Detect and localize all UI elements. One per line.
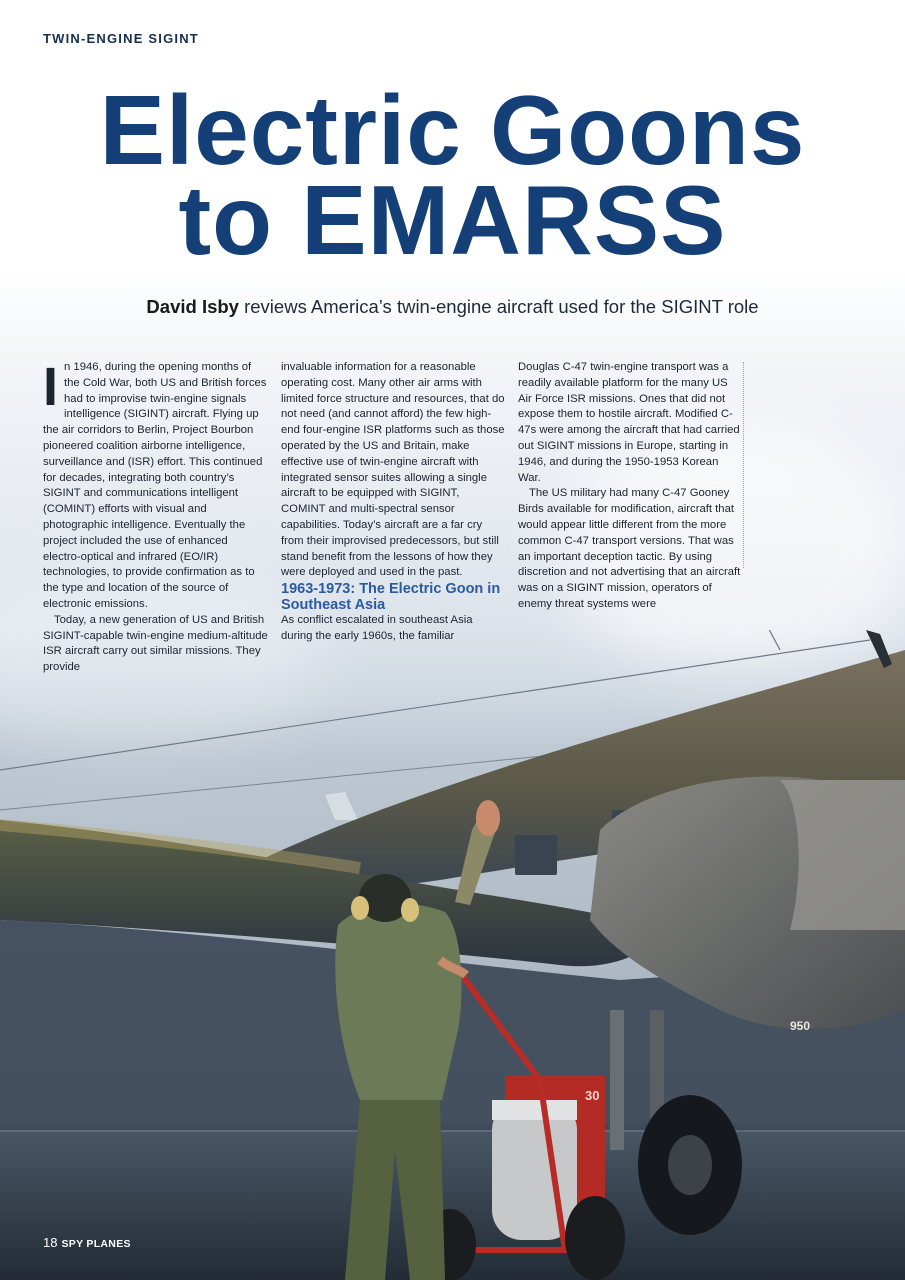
body-column-1 [43, 357, 268, 676]
drop-cap: I [43, 357, 59, 417]
page-number: 18 [43, 1235, 58, 1250]
headline-line-1: Electric Goons [99, 75, 806, 185]
col1-paragraph-2: Today, a new generation of US and British SIGINT-capable twin-engine medium-altitude ISR aircraft carry out similar missions. They provide [43, 613, 268, 674]
col3-paragraph-1: Douglas C-47 twin-engine transport was a readily available platform for the many US Air Force ISR missions. Ones that did not expose them to hostile aircraft. Modified C-47s were among the aircraft that had carried out SIGINT missions in Europe, starting in 1946, and during the 1950-1953 Korean War. [518, 361, 740, 484]
body-column-2 [281, 360, 506, 645]
standfirst [0, 296, 905, 318]
folio [43, 1235, 131, 1250]
col1-paragraph-1: n 1946, during the opening months of the Cold War, both US and British forces had to improvise twin-engine signals intelligence (SIGINT) aircraft. Flying up the air corridors to Berlin, Project Bourbon pioneered coalition airborne intelligence, surveillance and (ISR) effort. This continued for decades, integrating both country’s SIGINT and communications intelligent (COMINT) efforts with visual and photographic intelligence. Eventually the project included the use of enhanced electro-optical and infrared (EO/IR) technologies, to provide confirmation as to the type and location of the source of electronic emissions. [43, 361, 267, 610]
aircraft-number: 950 [790, 1019, 811, 1033]
section-tag: TWIN-ENGINE SIGINT [43, 31, 199, 46]
headline-line-2: to EMARSS [178, 165, 727, 275]
col2-paragraph-1: invaluable information for a reasonable operating cost. Many other air arms with limited force structure and resources, that do not need (and cannot afford) the few high-end four-engine ISR platforms such as those operated by the US and Britain, make effective use of twin-engine aircraft with integrated sensor suites allowing a single aircraft to be equipped with SIGINT, COMINT and multi-spectral sensor capabilities. Today’s aircraft are a far cry from their improvised predecessors, but still stand benefit from the lessons of how they were deployed and used in the past. [281, 361, 505, 579]
cart-mark: 30 [585, 1088, 600, 1103]
author-name: David Isby [146, 296, 239, 317]
column-rule [743, 362, 744, 568]
c47-photograph [0, 630, 905, 1280]
standfirst-text: reviews America’s twin-engine aircraft used for the SIGINT role [238, 296, 759, 317]
section-subhead: 1963-1973: The Electric Goon in Southeast Asia [281, 581, 501, 614]
body-column-3 [518, 360, 743, 613]
publication-name: SPY PLANES [61, 1238, 131, 1250]
col2-paragraph-2: As conflict escalated in southeast Asia during the early 1960s, the familiar [281, 614, 473, 642]
col3-paragraph-2: The US military had many C-47 Gooney Birds available for modification, aircraft that would appear little different from the more common C-47 transport versions. That was an important deception tactic. By using discretion and not advertising that an aircraft was on a SIGINT mission, operators of enemy threat systems were [518, 487, 741, 610]
